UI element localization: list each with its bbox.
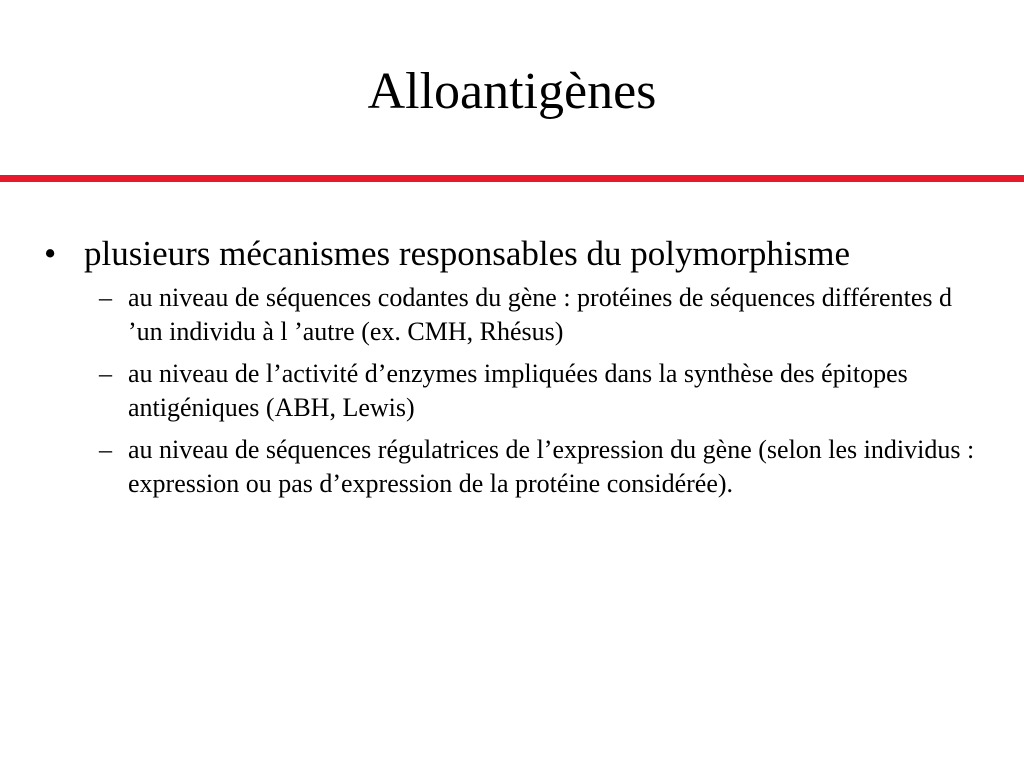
bullet-text: plusieurs mécanismes responsables du polymorphisme — [84, 234, 850, 273]
bullet-item — [44, 232, 984, 275]
dash-icon: – — [99, 359, 112, 388]
slide-content — [44, 232, 984, 509]
dash-icon: – — [99, 435, 112, 464]
slide-title: Alloantigènes — [367, 63, 657, 120]
sub-bullet-text: au niveau de l’activité d’enzymes impliquées dans la synthèse des épitopes antigéniques (ABH, Lewis) — [128, 359, 908, 422]
sub-bullet-list — [44, 281, 984, 501]
bullet-icon: • — [44, 234, 57, 273]
sub-bullet-item — [44, 281, 984, 349]
sub-bullet-text: au niveau de séquences codantes du gène : protéines de séquences différentes d ’un individu à l ’autre (ex. CMH, Rhésus) — [128, 283, 952, 346]
dash-icon: – — [99, 283, 112, 312]
sub-bullet-item — [44, 433, 984, 501]
title-divider — [0, 175, 1024, 182]
sub-bullet-item — [44, 357, 984, 425]
sub-bullet-text: au niveau de séquences régulatrices de l’expression du gène (selon les individus : expression ou pas d’expression de la protéine considérée). — [128, 435, 975, 498]
